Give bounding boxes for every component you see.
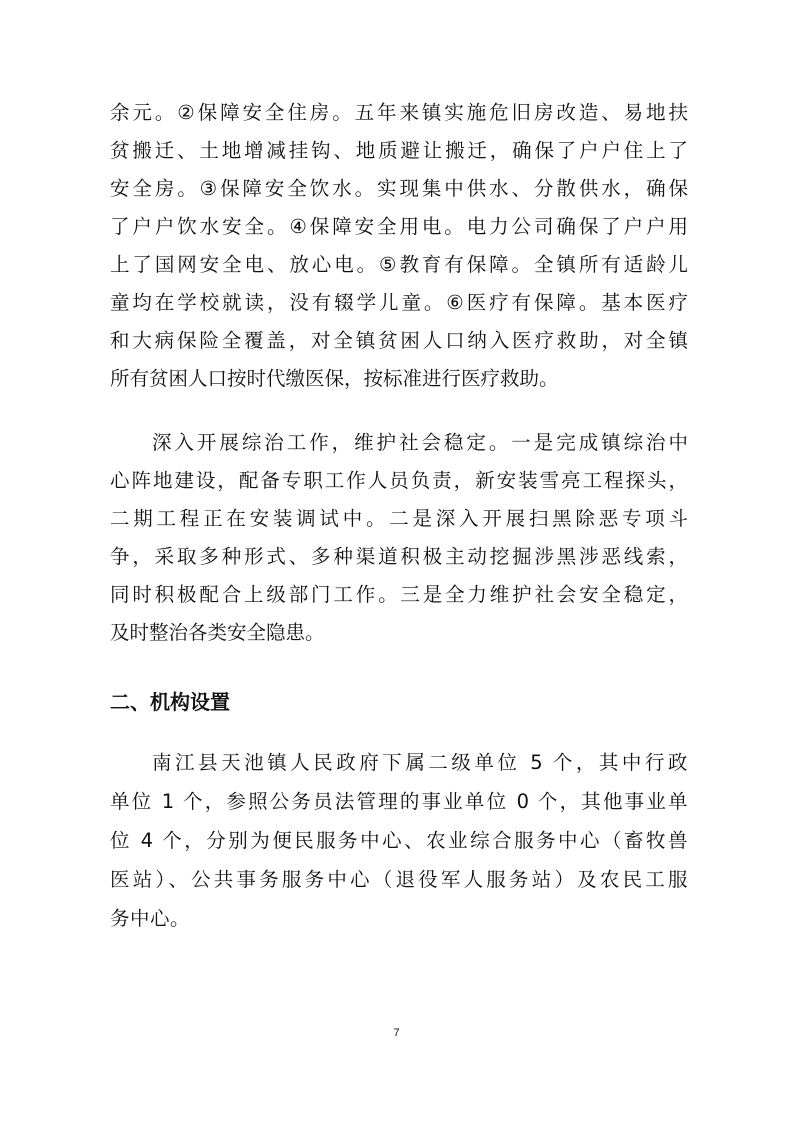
paragraph-line: 上了国网安全电、放心电。⑤教育有保障。全镇所有适龄儿 (110, 253, 688, 276)
paragraph-social-stability (110, 424, 688, 652)
paragraph-line: 心阵地建设，配备专职工作人员负责，新安装雪亮工程探头， (110, 469, 688, 492)
page-number: 7 (393, 1027, 400, 1039)
paragraph-organization (110, 743, 688, 938)
paragraph-line: 童均在学校就读，没有辍学儿童。⑥医疗有保障。基本医疗 (110, 291, 688, 314)
paragraph-line: 医站）、公共事务服务中心（退役军人服务站）及农民工服 (110, 868, 688, 891)
paragraph-poverty-guarantees (110, 94, 688, 398)
paragraph-line: 南江县天池镇人民政府下属二级单位 5 个，其中行政 (152, 751, 688, 774)
paragraph-line: 争，采取多种形式、多种渠道积极主动挖掘涉黑涉恶线索， (110, 545, 688, 568)
paragraph-line: 和大病保险全覆盖，对全镇贫困人口纳入医疗救助，对全镇 (110, 329, 688, 352)
paragraph-line: 同时积极配合上级部门工作。三是全力维护社会安全稳定， (110, 583, 688, 606)
paragraph-line: 单位 1 个，参照公务员法管理的事业单位 0 个，其他事业单 (110, 790, 688, 813)
paragraph-line: 余元。②保障安全住房。五年来镇实施危旧房改造、易地扶 (110, 101, 688, 124)
paragraph-line: 安全房。③保障安全饮水。实现集中供水、分散供水，确保 (110, 177, 688, 200)
paragraph-line: 位 4 个，分别为便民服务中心、农业综合服务中心（畜牧兽 (110, 829, 688, 852)
paragraph-line: 深入开展综治工作，维护社会稳定。一是完成镇综治中 (152, 431, 688, 454)
paragraph-line: 了户户饮水安全。④保障安全用电。电力公司确保了户户用 (110, 215, 688, 238)
paragraph-line: 及时整治各类安全隐患。 (110, 621, 325, 644)
paragraph-line: 所有贫困人口按时代缴医保，按标准进行医疗救助。 (110, 367, 559, 390)
paragraph-line: 二期工程正在安装调试中。二是深入开展扫黑除恶专项斗 (110, 507, 688, 530)
paragraph-line: 务中心。 (110, 907, 191, 930)
paragraph-line: 贫搬迁、土地增减挂钩、地质避让搬迁，确保了户户住上了 (110, 139, 688, 162)
section-heading: 二、机构设置 (110, 690, 230, 714)
